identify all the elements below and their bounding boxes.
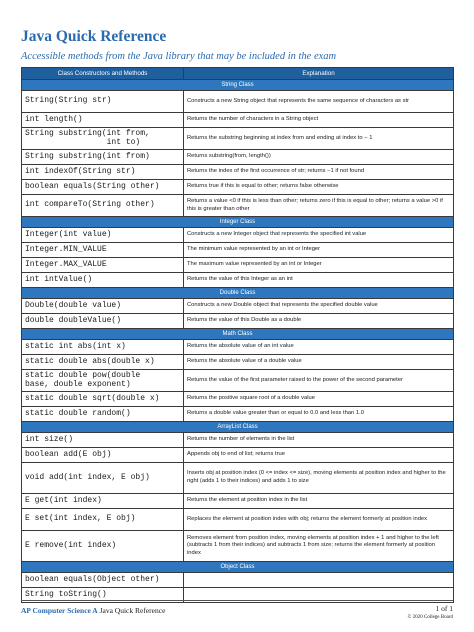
method-explanation: Appends obj to end of list; returns true	[184, 448, 454, 463]
table-row	[22, 314, 454, 329]
method-signature: E remove(int index)	[22, 531, 184, 562]
method-signature: boolean add(E obj)	[22, 448, 184, 463]
method-signature: int compareTo(String other)	[22, 195, 184, 217]
table-body	[22, 80, 454, 603]
method-explanation: The minimum value represented by an int or Integer	[184, 243, 454, 258]
column-header-methods: Class Constructors and Methods	[22, 68, 184, 80]
method-explanation: Replaces the element at position index with obj; returns the element formerly at position index	[184, 509, 454, 531]
footer-page-number: 1 of 1	[435, 604, 453, 613]
method-explanation: Constructs a new Double object that represents the specified double value	[184, 299, 454, 314]
section-title: Math Class	[22, 329, 454, 340]
page-title: Java Quick Reference	[21, 28, 167, 45]
method-signature: static double pow(double base, double exponent)	[22, 370, 184, 392]
footer-course-name: AP Computer Science A	[21, 606, 98, 615]
table-row	[22, 463, 454, 494]
section-title: Object Class	[22, 562, 454, 573]
table-header-row	[22, 68, 454, 80]
table-row	[22, 165, 454, 180]
method-signature: static double abs(double x)	[22, 355, 184, 370]
method-signature: String(String str)	[22, 91, 184, 113]
method-explanation: Removes element from position index, moving elements at position index + 1 and higher to the left (subtracts 1 from their indices) and subtracts 1 from size; returns the element formerly at position index	[184, 531, 454, 562]
reference-table	[21, 67, 454, 603]
section-header-row	[22, 288, 454, 299]
method-explanation: Inserts obj at position index (0 <= index <= size), moving elements at position index and higher to the right (adds 1 to their indices) and adds 1 to size	[184, 463, 454, 494]
section-header-row	[22, 80, 454, 91]
section-header-row	[22, 422, 454, 433]
method-signature: int size()	[22, 433, 184, 448]
method-explanation: Constructs a new Integer object that represents the specified int value	[184, 228, 454, 243]
method-signature: static int abs(int x)	[22, 340, 184, 355]
section-title: Integer Class	[22, 217, 454, 228]
method-explanation: Returns the absolute value of a double value	[184, 355, 454, 370]
method-signature: Integer.MAX_VALUE	[22, 258, 184, 273]
table-row	[22, 128, 454, 150]
method-explanation: Returns the index of the first occurrence of str; returns −1 if not found	[184, 165, 454, 180]
method-signature: E set(int index, E obj)	[22, 509, 184, 531]
method-signature: double doubleValue()	[22, 314, 184, 329]
method-signature: int intValue()	[22, 273, 184, 288]
table-row	[22, 370, 454, 392]
method-explanation: Returns the value of this Integer as an int	[184, 273, 454, 288]
table-row	[22, 531, 454, 562]
table-row	[22, 91, 454, 113]
table-row	[22, 299, 454, 314]
method-explanation: Returns the number of characters in a String object	[184, 113, 454, 128]
method-signature: static double sqrt(double x)	[22, 392, 184, 407]
method-signature: void add(int index, E obj)	[22, 463, 184, 494]
method-signature: Integer.MIN_VALUE	[22, 243, 184, 258]
section-title: Double Class	[22, 288, 454, 299]
table-row	[22, 448, 454, 463]
table-row	[22, 509, 454, 531]
page-subtitle: Accessible methods from the Java library that may be included in the exam	[21, 51, 337, 62]
table-row	[22, 433, 454, 448]
method-explanation: Returns the substring beginning at index from and ending at index to − 1	[184, 128, 454, 150]
table-row	[22, 195, 454, 217]
method-explanation: Returns the value of this Double as a double	[184, 314, 454, 329]
method-signature: int length()	[22, 113, 184, 128]
method-signature: String substring(int from, int to)	[22, 128, 184, 150]
section-header-row	[22, 329, 454, 340]
table-row	[22, 273, 454, 288]
footer-divider	[21, 600, 453, 601]
method-explanation: Returns substring(from, length())	[184, 150, 454, 165]
table-row	[22, 113, 454, 128]
method-signature: boolean equals(String other)	[22, 180, 184, 195]
method-explanation	[184, 573, 454, 588]
section-header-row	[22, 217, 454, 228]
footer-copyright: © 2020 College Board	[407, 615, 453, 620]
footer-meta	[408, 604, 453, 620]
section-title: String Class	[22, 80, 454, 91]
method-signature: Double(double value)	[22, 299, 184, 314]
table-row	[22, 150, 454, 165]
method-explanation: Returns the element at position index in the list	[184, 494, 454, 509]
method-explanation: Constructs a new String object that represents the same sequence of characters as str	[184, 91, 454, 113]
method-explanation: The maximum value represented by an int or Integer	[184, 258, 454, 273]
method-signature: String toString()	[22, 588, 184, 603]
table-row	[22, 180, 454, 195]
section-header-row	[22, 562, 454, 573]
method-explanation: Returns the value of the first parameter raised to the power of the second parameter	[184, 370, 454, 392]
table-row	[22, 392, 454, 407]
table-row	[22, 355, 454, 370]
footer-doc-name: Java Quick Reference	[99, 606, 166, 615]
table-row	[22, 228, 454, 243]
method-signature: E get(int index)	[22, 494, 184, 509]
table-row	[22, 407, 454, 422]
table-row	[22, 494, 454, 509]
table-row	[22, 573, 454, 588]
method-explanation: Returns the number of elements in the list	[184, 433, 454, 448]
table-row	[22, 258, 454, 273]
method-signature: int indexOf(String str)	[22, 165, 184, 180]
method-signature: boolean equals(Object other)	[22, 573, 184, 588]
column-header-explanation: Explanation	[184, 68, 454, 80]
method-explanation: Returns a value <0 if this is less than other; returns zero if this is equal to other; returns a value >0 if this is greater than other	[184, 195, 454, 217]
method-explanation: Returns a double value greater than or equal to 0.0 and less than 1.0	[184, 407, 454, 422]
footer-course	[21, 606, 165, 615]
method-signature: Integer(int value)	[22, 228, 184, 243]
table-row	[22, 243, 454, 258]
method-explanation: Returns the positive square root of a double value	[184, 392, 454, 407]
method-signature: static double random()	[22, 407, 184, 422]
section-title: ArrayList Class	[22, 422, 454, 433]
method-signature: String substring(int from)	[22, 150, 184, 165]
method-explanation: Returns true if this is equal to other; returns false otherwise	[184, 180, 454, 195]
method-explanation: Returns the absolute value of an int value	[184, 340, 454, 355]
table-row	[22, 340, 454, 355]
